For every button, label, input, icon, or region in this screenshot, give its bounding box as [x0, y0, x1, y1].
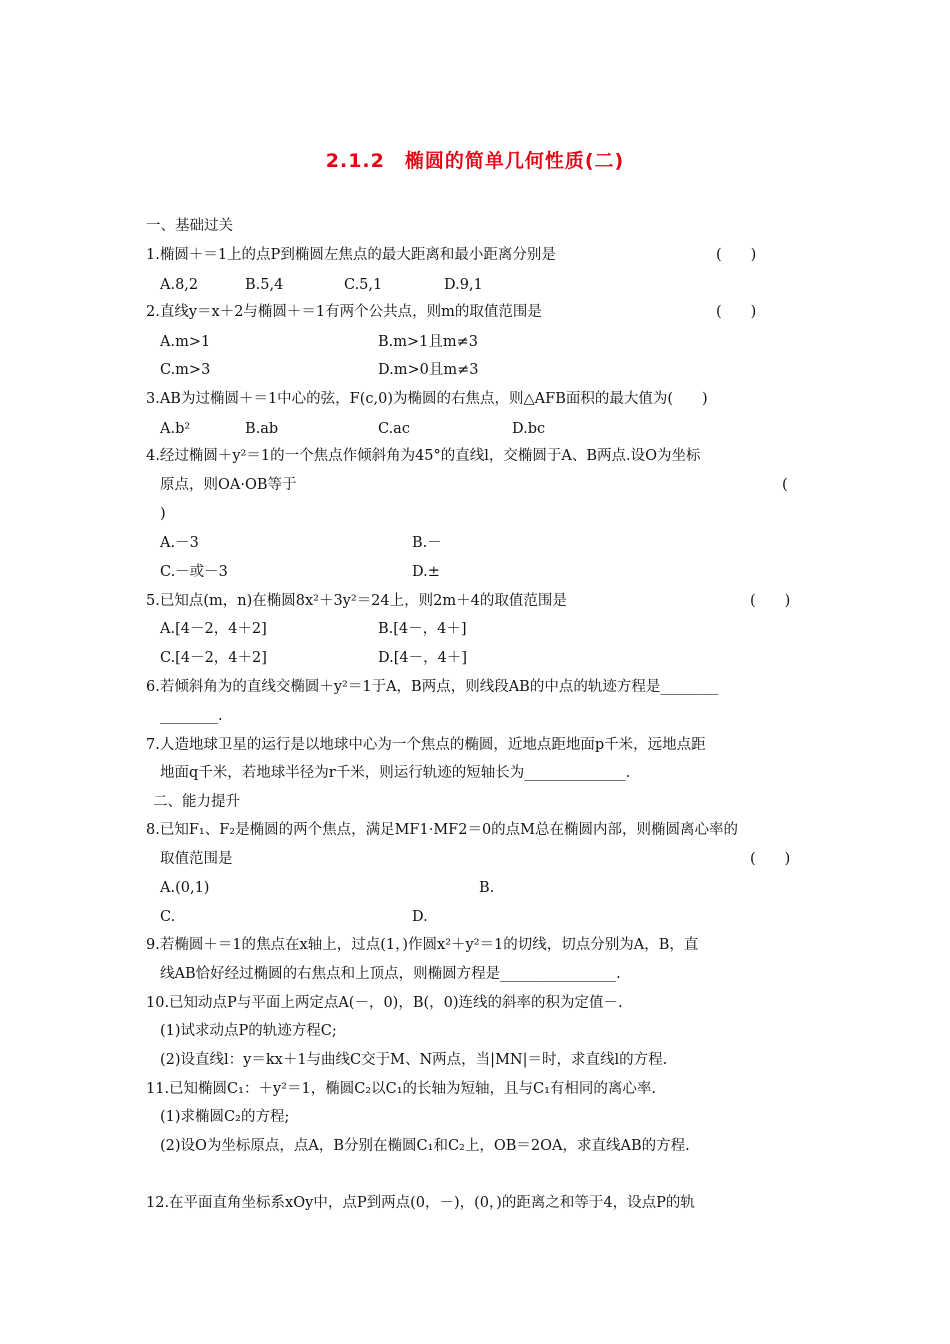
question-10-part-1: (1)试求动点P的轨迹方程C; [160, 1023, 337, 1039]
page-title: 2.1.2 椭圆的简单几何性质(二) [325, 150, 625, 172]
question-5-stem: 5.已知点(m，n)在椭圆8x²＋3y²＝24上，则2m＋4的取值范围是 [146, 593, 567, 609]
question-10-part-2: (2)设直线l：y＝kx＋1与曲线C交于M、N两点，当|MN|＝时，求直线l的方程. [160, 1052, 668, 1068]
question-4-stem-line1: 4.经过椭圆＋y²＝1的一个焦点作倾斜角为45°的直线l，交椭圆于A、B两点.设O为坐标 [146, 448, 701, 464]
question-9-stem-line1: 9.若椭圆＋＝1的焦点在x轴上，过点(1，)作圆x²＋y²＝1的切线，切点分别为A，B，直 [146, 937, 699, 953]
question-1-option-d: D.9,1 [444, 277, 483, 293]
question-7-stem-line2: 地面q千米，若地球半径为r千米，则运行轨迹的短轴长为______________. [160, 765, 631, 781]
question-5-option-d: D.[4－，4＋] [378, 650, 467, 666]
question-3-option-b: B.ab [245, 421, 279, 437]
question-8-stem-line2: 取值范围是 [160, 851, 233, 867]
question-11-part-1: (1)求椭圆C₂的方程; [160, 1109, 290, 1125]
question-12-stem: 12.在平面直角坐标系xOy中，点P到两点(0，－)，(0，)的距离之和等于4，设点P的轨 [146, 1195, 695, 1211]
question-8-answer-blank: ( ) [750, 851, 791, 867]
question-2-option-a: A.m>1 [160, 334, 211, 350]
question-2-option-b: B.m>1且m≠3 [378, 334, 479, 350]
question-4-option-a: A.－3 [160, 535, 199, 551]
question-2-answer-blank: ( ) [716, 304, 757, 320]
question-6-stem-line1: 6.若倾斜角为的直线交椭圆＋y²＝1于A，B两点，则线段AB的中点的轨迹方程是________ [146, 679, 719, 695]
question-3-stem: 3.AB为过椭圆＋＝1中心的弦，F(c,0)为椭圆的右焦点，则△AFB面积的最大值为( ) [146, 391, 708, 407]
question-4-paren-close: ) [160, 506, 166, 522]
question-1-option-b: B.5,4 [245, 277, 284, 293]
question-1-stem: 1.椭圆＋＝1上的点P到椭圆左焦点的最大距离和最小距离分别是 [146, 247, 556, 263]
question-7-stem-line1: 7.人造地球卫星的运行是以地球中心为一个焦点的椭圆，近地点距地面p千米，远地点距 [146, 737, 706, 753]
question-4-paren-open: ( [782, 477, 788, 493]
question-5-option-a: A.[4－2，4＋2] [160, 621, 267, 637]
question-1-answer-blank: ( ) [716, 247, 757, 263]
question-2-option-c: C.m>3 [160, 362, 211, 378]
question-5-answer-blank: ( ) [750, 593, 791, 609]
question-6-stem-line2: ________. [160, 708, 223, 724]
question-4-option-c: C.－或－3 [160, 564, 228, 580]
question-11-part-2: (2)设O为坐标原点，点A，B分别在椭圆C₁和C₂上，OB＝2OA，求直线AB的方程. [160, 1138, 690, 1154]
question-8-option-d: D. [412, 909, 428, 925]
question-3-option-d: D.bc [512, 421, 546, 437]
question-11-stem: 11.已知椭圆C₁：＋y²＝1，椭圆C₂以C₁的长轴为短轴，且与C₁有相同的离心率. [146, 1081, 657, 1097]
section-heading-basic: 一、基础过关 [146, 218, 233, 234]
question-10-stem: 10.已知动点P与平面上两定点A(－，0)，B(，0)连线的斜率的积为定值－. [146, 995, 623, 1011]
question-5-option-c: C.[4－2，4＋2] [160, 650, 267, 666]
question-4-stem-line2: 原点，则OA·OB等于 [160, 477, 297, 493]
question-9-stem-line2: 线AB恰好经过椭圆的右焦点和上顶点，则椭圆方程是________________. [160, 966, 621, 982]
question-1-option-a: A.8,2 [160, 277, 199, 293]
question-5-option-b: B.[4－，4＋] [378, 621, 467, 637]
section-heading-advanced: 二、能力提升 [153, 794, 240, 810]
question-2-stem: 2.直线y＝x＋2与椭圆＋＝1有两个公共点，则m的取值范围是 [146, 304, 542, 320]
question-1-option-c: C.5,1 [344, 277, 383, 293]
question-8-stem-line1: 8.已知F₁、F₂是椭圆的两个焦点，满足MF1·MF2＝0的点M总在椭圆内部，则椭圆离心率的 [146, 822, 739, 838]
question-3-option-a: A.b² [160, 421, 191, 437]
question-8-option-b: B. [479, 880, 495, 896]
question-4-option-b: B.－ [412, 535, 442, 551]
question-4-option-d: D.± [412, 564, 440, 580]
question-8-option-c: C. [160, 909, 176, 925]
question-2-option-d: D.m>0且m≠3 [378, 362, 479, 378]
question-3-option-c: C.ac [378, 421, 410, 437]
question-8-option-a: A.(0,1) [160, 880, 210, 896]
